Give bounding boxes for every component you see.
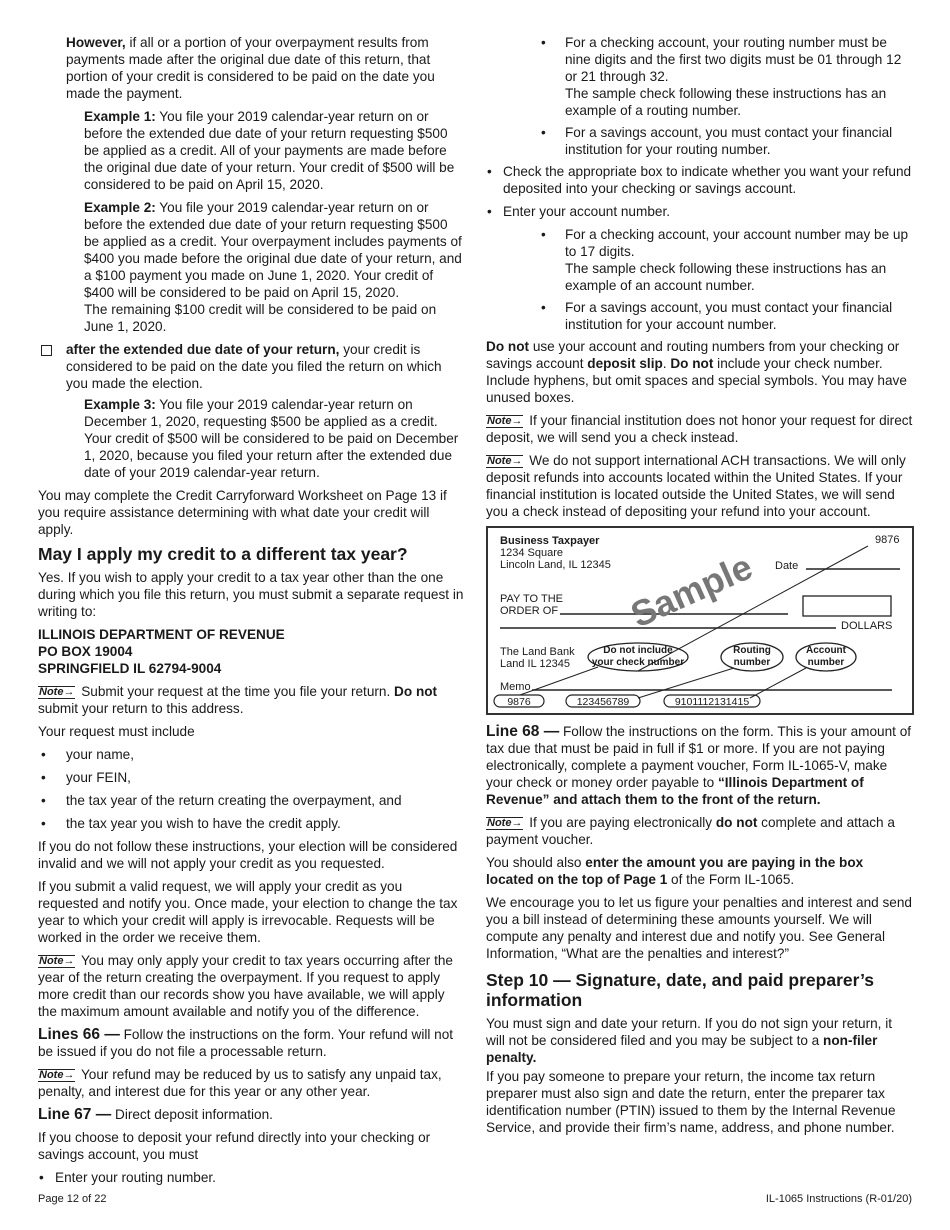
valid-request-paragraph: If you submit a valid request, we will apply your credit as you requested and notify you. Once made, your election to change the tax year to which your credit will apply is irrevocable. Requests will be worked in the order we receive them. bbox=[38, 879, 458, 945]
check-bank-2: Land IL 12345 bbox=[500, 658, 570, 670]
example-2-cont: The remaining $100 credit will be considered to be paid on June 1, 2020. bbox=[84, 302, 437, 334]
oval-routing-2: number bbox=[733, 657, 771, 668]
list-item: • your FEIN, bbox=[38, 769, 466, 786]
note-refund-reduced: Note→ Your refund may be reduced by us to satisfy any unpaid tax, penalty, and interest due for this year or any other year. bbox=[38, 1067, 442, 1099]
note-international: Note→ We do not support international ACH transactions. We will only deposit refunds into accounts located within the United States. If your financial institution is located outside the United States, we will send you a check instead of depositing your refund into your account. bbox=[486, 453, 906, 519]
check-memo-label: Memo bbox=[500, 681, 531, 693]
checkbox-bullet-icon bbox=[41, 345, 52, 356]
enter-amount-paragraph: You should also enter the amount you are paying in the box located on the top of Page 1 of the Form IL-1065. bbox=[486, 855, 864, 887]
yes-paragraph: Yes. If you wish to apply your credit to a tax year other than the one during which you file this return, you must submit a separate request in writing to: bbox=[38, 570, 464, 619]
however-paragraph: However, if all or a portion of your overpayment results from payments made after the original due date of this return, that portion of your credit is considered to be paid on the date you made the payment. bbox=[66, 35, 435, 101]
oval-account-1: Account bbox=[806, 645, 846, 656]
note-icon: Note→ bbox=[39, 1069, 75, 1081]
note-icon: Note→ bbox=[39, 955, 75, 967]
page-number: Page 12 of 22 bbox=[38, 1193, 107, 1205]
micr-account-number: 9101112131415 bbox=[674, 696, 750, 708]
note-icon: Note→ bbox=[487, 455, 523, 467]
check-bank-1: The Land Bank bbox=[500, 646, 575, 658]
mailing-address: ILLINOIS DEPARTMENT OF REVENUE PO BOX 19004 SPRINGFIELD IL 62794-9004 bbox=[38, 627, 285, 676]
after-extended-item: after the extended due date of your return, your credit is considered to be paid on the date you filed the return on which you made the election. bbox=[38, 341, 466, 392]
list-item: • the tax year of the return creating the overpayment, and bbox=[38, 792, 466, 809]
oval-routing-1: Routing bbox=[733, 645, 771, 656]
sample-check bbox=[486, 526, 914, 715]
sample-check-drawing bbox=[488, 528, 912, 709]
preparer-paragraph: If you pay someone to prepare your return, the income tax return preparer must also sign and date the return, enter the preparer tax identification number (PTIN) issued to them by the Internal Revenue Service, and provide their firm’s name, address, and phone number. bbox=[486, 1069, 896, 1135]
sign-paragraph: You must sign and date your return. If you do not sign your return, it will not be considered filed and you may be subject to a non-filer penalty. bbox=[486, 1016, 893, 1065]
note-icon: Note→ bbox=[39, 686, 75, 698]
example-1: Example 1: You file your 2019 calendar-year return on or before the extended due date of your return requesting $500 be applied as a credit. All of your payments are made before the original due date of your return. Your credit of $500 will be considered to be paid on April 15, 2020. bbox=[84, 109, 455, 192]
check-date-label: Date bbox=[775, 560, 799, 572]
check-dollars-label: DOLLARS bbox=[841, 620, 893, 632]
check-payer-address-1: 1234 Square bbox=[500, 547, 563, 559]
account-sample-note: The sample check following these instructions has an example of an account number. bbox=[565, 261, 887, 293]
list-item: • your name, bbox=[38, 746, 466, 763]
right-column bbox=[486, 34, 914, 1142]
worksheet-paragraph: You may complete the Credit Carryforward Worksheet on Page 13 if you require assistance determining with what date your credit will apply. bbox=[38, 488, 447, 537]
credit-heading: May I apply my credit to a different tax year? bbox=[38, 544, 408, 564]
micr-routing-number: 123456789 bbox=[576, 696, 630, 708]
check-payer-name: Business Taxpayer bbox=[500, 535, 600, 547]
oval-no-check-number-1: Do not include bbox=[603, 645, 673, 656]
account-bullet: • Enter your account number. bbox=[486, 203, 914, 220]
line-68: Line 68 — Follow the instructions on the form. This is your amount of tax due that must be paid in full if $1 or more. If you are not paying electronically, complete a payment voucher, Form IL-1065-V, make your check or money order payable to “Illinois Department of Revenue” and attach them to the front of the return. bbox=[486, 723, 912, 807]
routing-savings-bullet: • For a savings account, you must contact your financial institution for your routing number. bbox=[486, 124, 914, 158]
check-number: 9876 bbox=[875, 534, 900, 546]
check-payto-2: ORDER OF bbox=[500, 605, 559, 617]
deposit-intro: If you choose to deposit your refund directly into your checking or savings account, you must bbox=[38, 1130, 431, 1162]
account-savings-bullet: • For a savings account, you must contact your financial institution for your account number. bbox=[486, 299, 914, 333]
note-electronic: Note→ If you are paying electronically do not complete and attach a payment voucher. bbox=[486, 815, 895, 847]
form-revision: IL-1065 Instructions (R-01/20) bbox=[765, 1193, 912, 1205]
example-3: Example 3: You file your 2019 calendar-year return on December 1, 2020, requesting $500 be applied as a credit. Your credit of $500 will be considered to be paid on December 1, 2020, because you filed your return after the extended due date of your 2019 calendar-year return. bbox=[84, 397, 459, 480]
do-not-use-paragraph: Do not use your account and routing numbers from your checking or savings account deposit slip. Do not include your check number. Include hyphens, but omit spaces and special symbols. You may have unused boxes. bbox=[486, 339, 907, 405]
account-checking-bullet: • For a checking account, your account number may be up to 17 digits. bbox=[486, 226, 914, 260]
list-item: • the tax year you wish to have the credit apply. bbox=[38, 815, 466, 832]
note-icon: Note→ bbox=[487, 415, 523, 427]
check-payer-address-2: Lincoln Land, IL 12345 bbox=[500, 559, 611, 571]
note-not-honor: Note→ If your financial institution does not honor your request for direct deposit, we will send you a check instead. bbox=[486, 413, 913, 445]
note-icon: Note→ bbox=[487, 817, 523, 829]
encourage-paragraph: We encourage you to let us figure your penalties and interest and send you a bill instead of determining these amounts yourself. We will compute any penalty and interest due and notify you. See General Information, “What are the penalties and interest?” bbox=[486, 895, 912, 961]
routing-checking-bullet: • For a checking account, your routing number must be nine digits and the first two digits must be 01 through 12 or 21 through 32. bbox=[486, 34, 914, 85]
note-tax-years: Note→ You may only apply your credit to tax years occurring after the year of the return creating the overpayment. If you request to apply more credit than our records show you have available, we will apply the maximum amount available and notify you of the difference. bbox=[38, 953, 453, 1019]
routing-bullet: • Enter your routing number. bbox=[38, 1169, 466, 1186]
step-10-heading: Step 10 — Signature, date, and paid preparer’s information bbox=[486, 970, 875, 1010]
lines-66: Lines 66 — Follow the instructions on the form. Your refund will not be issued if you do not file a processable return. bbox=[38, 1026, 454, 1059]
left-column bbox=[38, 34, 466, 1192]
routing-sample-note: The sample check following these instructions has an example of a routing number. bbox=[565, 86, 887, 118]
not-follow-paragraph: If you do not follow these instructions, your election will be considered invalid and we will not apply your credit as you requested. bbox=[38, 839, 458, 871]
check-payto-1: PAY TO THE bbox=[500, 593, 563, 605]
micr-check-number: 9876 bbox=[507, 696, 531, 708]
must-include: Your request must include bbox=[38, 724, 195, 739]
line-67: Line 67 — Direct deposit information. bbox=[38, 1106, 273, 1123]
check-box-bullet: • Check the appropriate box to indicate whether you want your refund deposited into your checking or savings account. bbox=[486, 163, 914, 197]
check-sample-watermark: Sample bbox=[624, 545, 759, 636]
oval-account-2: number bbox=[807, 657, 845, 668]
oval-no-check-number-2: your check number bbox=[591, 657, 685, 668]
example-2: Example 2: You file your 2019 calendar-year return on or before the extended due date of your return requesting $500 be applied as a credit. Your overpayment includes payments of $400 you made before the original due date of your return, and a $100 payment you made on June 1, 2020. Your credit of $400 will be considered to be paid on April 15, 2020. bbox=[84, 200, 462, 300]
note-submit: Note→ Submit your request at the time you file your return. Do not submit your return to this address. bbox=[38, 684, 438, 716]
